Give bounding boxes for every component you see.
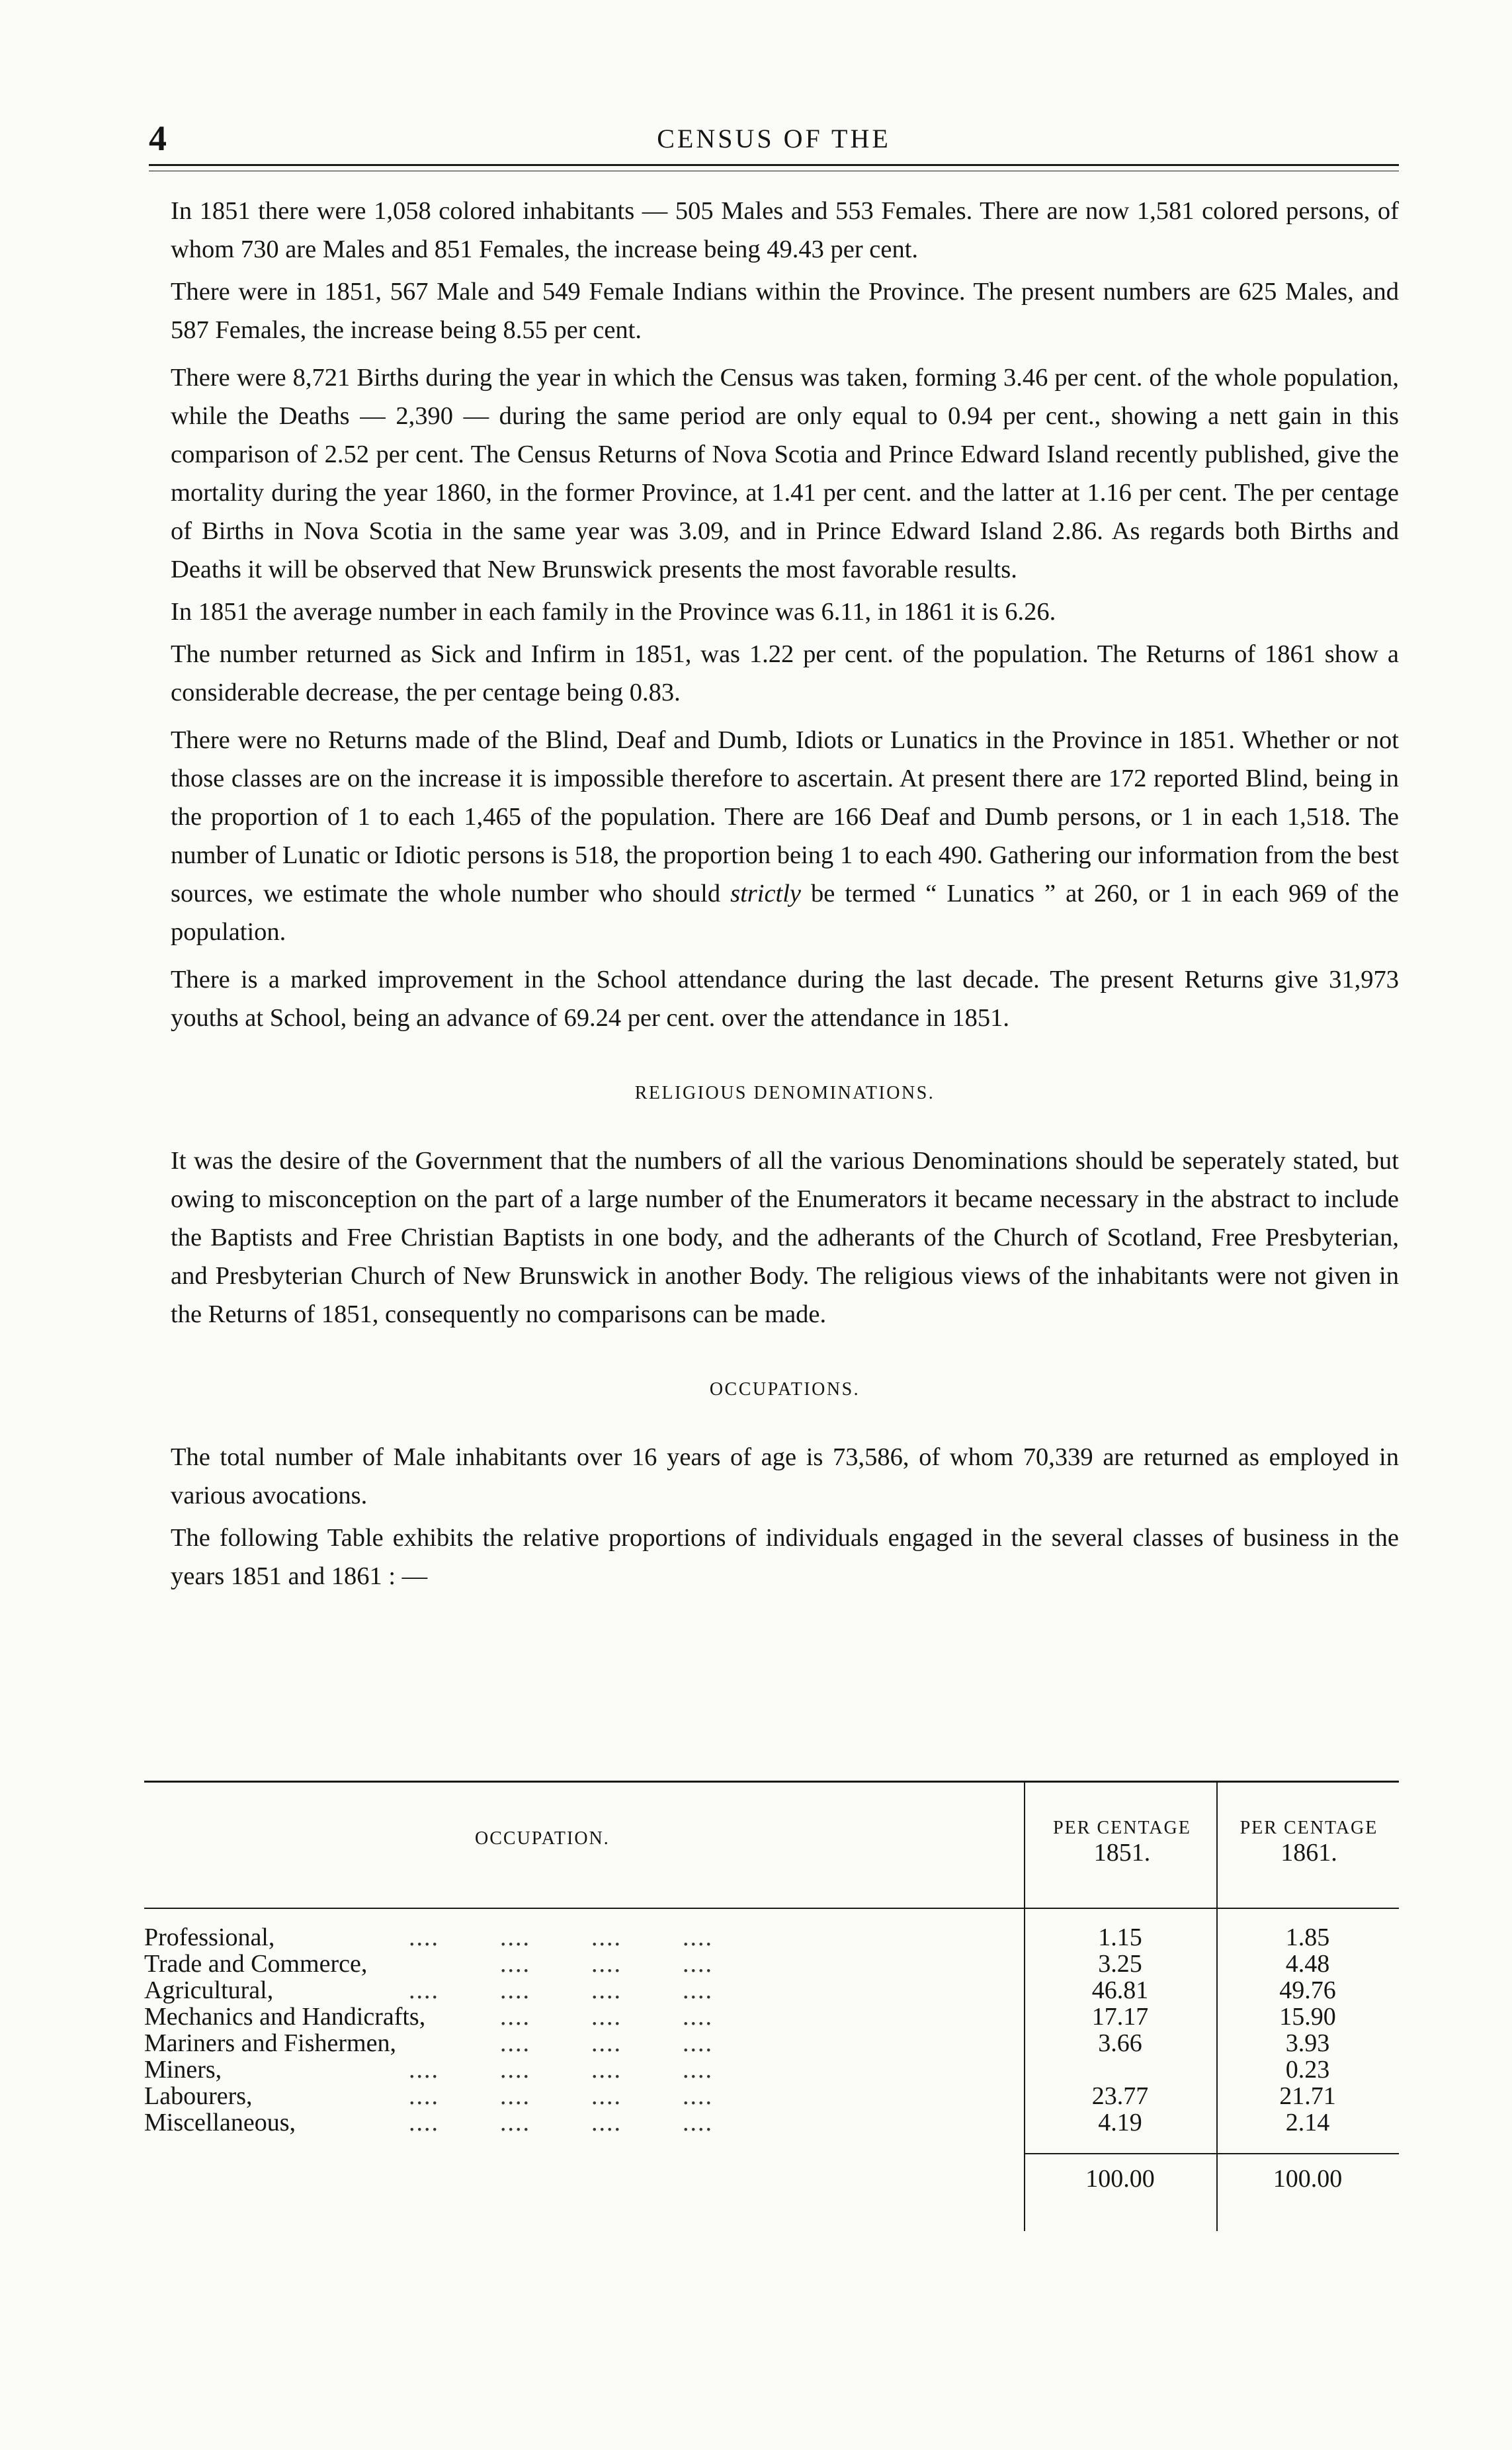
paragraph-religious: It was the desire of the Government that the numbers of all the various Denominations should be seperately stated, but owing to misconception on the part of a large number of the Enumerators it became necessary in the abstract to include the Baptists and Free Christian Baptists in one body, and the adherants of the Church of Scotland, Free Presbyterian, and Presbyterian Church of New Brunswick in another Body. The religious views of the inhabitants were not given in the Returns of 1851, consequently no comparisons can be made. bbox=[171, 1147, 1399, 1328]
dot-leaders: .... .... .... .... bbox=[409, 1976, 713, 2004]
table-header-1861-label: PER CENTAGE bbox=[1239, 1818, 1378, 1838]
value-1851: 1.15 bbox=[1098, 1923, 1142, 1951]
paragraph-sick-infirm: The number returned as Sick and Infirm in 1851, was 1.22 per cent. of the population. The Returns of 1861 show a considerable decrease, the per centage being 0.83. bbox=[171, 640, 1399, 706]
italic-word: strictly bbox=[730, 880, 802, 908]
occupation-name: Miners, bbox=[144, 2056, 222, 2084]
table-row bbox=[144, 1924, 1399, 1951]
occupation-name: Miscellaneous, bbox=[144, 2109, 296, 2136]
occupation-name: Mariners and Fishermen, bbox=[144, 2029, 396, 2057]
dot-leaders: .... .... .... bbox=[409, 2003, 713, 2031]
value-1861: 49.76 bbox=[1279, 1976, 1336, 2004]
table-header-occupation: OCCUPATION. bbox=[475, 1828, 610, 1849]
table-top-rule bbox=[144, 1781, 1399, 1783]
dot-leaders: .... .... .... .... bbox=[409, 2082, 713, 2110]
section-title-occupations: OCCUPATIONS. bbox=[709, 1379, 861, 1400]
paragraph-family-size: In 1851 the average number in each family in the Province was 6.11, in 1861 it is 6.26. bbox=[171, 598, 1056, 626]
paragraph-occupations-table-intro: The following Table exhibits the relative proportions of individuals engaged in the several classes of business in the years 1851 and 1861 : — bbox=[171, 1524, 1399, 1590]
table-row bbox=[144, 1977, 1399, 2004]
occupation-name: Trade and Commerce, bbox=[144, 1950, 368, 1978]
dot-leaders: .... .... .... bbox=[409, 1950, 713, 1978]
value-1851: 3.25 bbox=[1098, 1950, 1142, 1978]
table-header-rule bbox=[144, 1908, 1399, 1909]
table-body bbox=[144, 1924, 1399, 2136]
paragraph-school-attendance: There is a marked improvement in the School attendance during the last decade. The present Returns give 31,973 youths at School, being an advance of 69.24 per cent. over the attendance in 1851. bbox=[171, 966, 1399, 1032]
page-number: 4 bbox=[149, 118, 167, 158]
dot-leaders: .... .... .... .... bbox=[409, 2056, 713, 2084]
table-row bbox=[144, 2004, 1399, 2030]
occupation-name: Agricultural, bbox=[144, 1976, 274, 2004]
paragraph-occupations-total: The total number of Male inhabitants over 16 years of age is 73,586, of whom 70,339 are returned as employed in various avocations. bbox=[171, 1443, 1399, 1509]
total-1851: 100.00 bbox=[1085, 2165, 1155, 2193]
value-1861: 4.48 bbox=[1285, 1950, 1330, 1978]
value-1861: 0.23 bbox=[1285, 2056, 1330, 2084]
value-1851: 4.19 bbox=[1098, 2109, 1142, 2136]
table-row bbox=[144, 2030, 1399, 2056]
value-1861: 1.85 bbox=[1285, 1923, 1330, 1951]
page-header bbox=[149, 118, 1399, 164]
dot-leaders: .... .... .... bbox=[409, 2029, 713, 2057]
paragraph-blind-deaf-lunatics bbox=[171, 721, 1399, 951]
paragraph-indians: There were in 1851, 567 Male and 549 Female Indians within the Province. The present numbers are 625 Males, and 587 Females, the increase being 8.55 per cent. bbox=[171, 278, 1399, 344]
table-header-1851-year: 1851. bbox=[1093, 1839, 1151, 1867]
total-1861: 100.00 bbox=[1273, 2165, 1343, 2193]
table-header-1861 bbox=[1219, 1818, 1399, 1867]
value-1861: 15.90 bbox=[1279, 2003, 1336, 2031]
occupation-name: Labourers, bbox=[144, 2082, 253, 2110]
total-rule-1861 bbox=[1216, 2153, 1399, 2154]
table-row bbox=[144, 1951, 1399, 1977]
value-1861: 2.14 bbox=[1285, 2109, 1330, 2136]
occupation-name: Mechanics and Handicrafts, bbox=[144, 2003, 426, 2031]
dot-leaders: .... .... .... .... bbox=[409, 2109, 713, 2136]
table-header-1851-label: PER CENTAGE bbox=[1053, 1818, 1191, 1838]
dot-leaders: .... .... .... .... bbox=[409, 1923, 713, 1951]
table-header-1861-year: 1861. bbox=[1281, 1839, 1337, 1867]
value-1851: 46.81 bbox=[1091, 1976, 1149, 2004]
occupation-table bbox=[144, 1781, 1399, 2230]
section-title-religious: RELIGIOUS DENOMINATIONS. bbox=[634, 1083, 935, 1103]
paragraph-births-deaths: There were 8,721 Births during the year in which the Census was taken, forming 3.46 per cent. of the whole population, while the Deaths — 2,390 — during the same period are only equal to 0.94 per cent., showing a nett gain in this comparison of 2.52 per cent. The Census Returns of Nova Scotia and Prince Edward Island recently published, give the mortality during the year 1860, in the former Province, at 1.41 per cent. and the latter at 1.16 per cent. The per centage of Births in Nova Scotia in the same year was 3.09, and in Prince Edward Island 2.86. As regards both Births and Deaths it will be observed that New Brunswick presents the most favorable results. bbox=[171, 364, 1399, 583]
header-rule-thick bbox=[149, 164, 1399, 166]
body-text bbox=[171, 192, 1399, 1595]
table-row bbox=[144, 2056, 1399, 2083]
value-1861: 21.71 bbox=[1279, 2082, 1336, 2110]
total-rule-1851 bbox=[1024, 2153, 1216, 2154]
paragraph-blind-tail: be termed “ Lunatics ” at 260, or 1 in each 969 of the population. bbox=[171, 880, 1399, 946]
paragraph-blind-text: There were no Returns made of the Blind, Deaf and Dumb, Idiots or Lunatics in the Province in 1851. Whether or not those classes are on the increase it is impossible therefore to ascertain. At present there are 172 reported Blind, being in the proportion of 1 to each 1,465 of the population. There are 166 Deaf and Dumb persons, or 1 in each 1,518. The number of Lunatic or Idiotic persons is 518, the proportion being 1 to each 490. Gathering our information from the best sources, we estimate the whole number who should bbox=[171, 726, 1399, 908]
value-1861: 3.93 bbox=[1285, 2029, 1330, 2057]
table-header-1851 bbox=[1028, 1818, 1216, 1867]
running-head: CENSUS OF THE bbox=[657, 124, 891, 153]
paragraph-colored-inhabitants: In 1851 there were 1,058 colored inhabitants — 505 Males and 553 Females. There are now 1,581 colored persons, of whom 730 are Males and 851 Females, the increase being 49.43 per cent. bbox=[171, 197, 1399, 263]
table-row bbox=[144, 2083, 1399, 2109]
value-1851: 23.77 bbox=[1091, 2082, 1149, 2110]
value-1851: 3.66 bbox=[1098, 2029, 1142, 2057]
occupation-name: Professional, bbox=[144, 1923, 275, 1951]
table-totals-row bbox=[144, 2164, 1399, 2197]
value-1851: 17.17 bbox=[1091, 2003, 1149, 2031]
table-row bbox=[144, 2109, 1399, 2136]
